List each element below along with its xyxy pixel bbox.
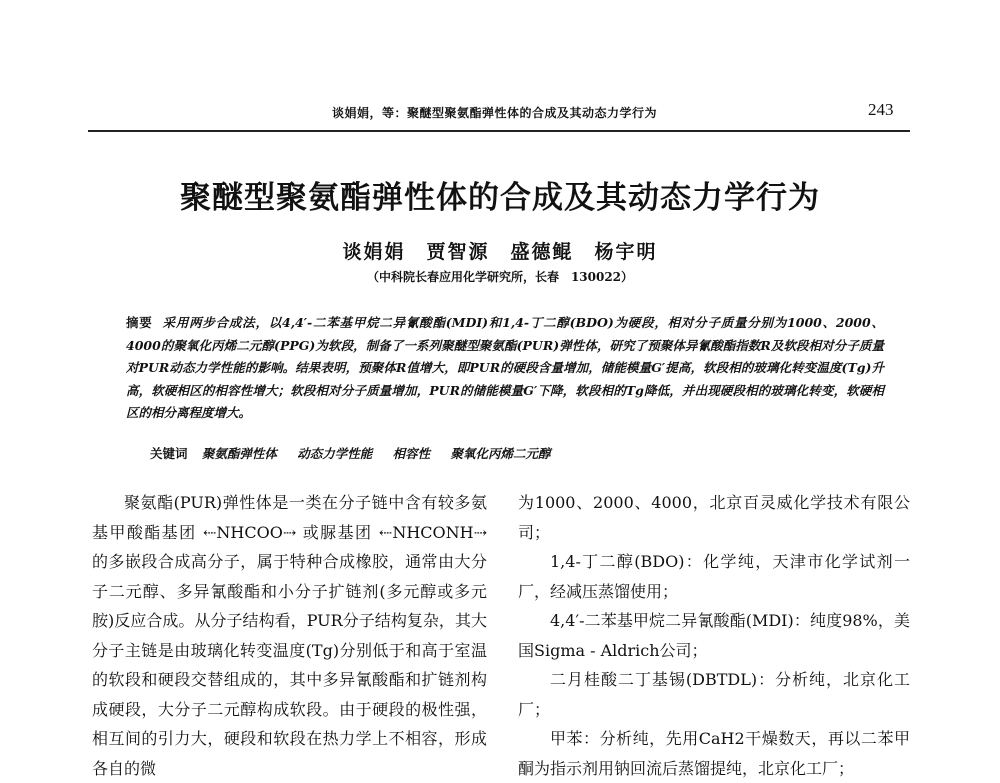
- abstract-label: 摘要: [126, 315, 153, 330]
- running-header: 谈娟娟，等：聚醚型聚氨酯弹性体的合成及其动态力学行为: [332, 106, 658, 120]
- keyword: 聚氨酯弹性体: [201, 446, 277, 461]
- keyword: 聚氧化丙烯二元醇: [450, 446, 551, 461]
- abstract: [126, 312, 884, 425]
- abstract-text: 采用两步合成法，以4,4′-二苯基甲烷二异氰酸酯(MDI)和1,4-丁二醇(BDO)为硬段，相对分子质量分别为1000、2000、4000的聚氧化丙烯二元醇(PPG)为软段，制备了一系列聚醚型聚氨酯(PUR)弹性体，研究了预聚体异氰酸酯指数R及软段相对分子质量对PUR动态力学性能的影响。结果表明，预聚体R值增大，即PUR的硬段含量增加，储能模量G′提高，软段相的玻璃化转变温度(Tg)升高，软硬相区的相容性增大；软段相对分子质量增加，PUR的储能模量G′下降，软段相的Tg降低，并出现硬段相的玻璃化转变，软硬相区的相分离程度增大。: [126, 315, 884, 420]
- body-paragraph: 4,4′-二苯基甲烷二异氰酸酯(MDI)：纯度98%，美国Sigma - Aldrich公司；: [518, 611, 910, 660]
- body-column-left: [92, 488, 487, 783]
- author-list: 谈娟娟 贾智源 盛德鲲 杨宇明: [342, 241, 658, 263]
- body-paragraph: 二月桂酸二丁基锡(DBTDL)：分析纯，北京化工厂；: [518, 670, 910, 719]
- body-paragraph: 为1000、2000、4000，北京百灵威化学技术有限公司；: [518, 493, 910, 542]
- body-column-right: [518, 488, 910, 783]
- keyword: 动态力学性能: [297, 446, 373, 461]
- keyword: 相容性: [392, 446, 431, 461]
- author-affiliation: （中科院长春应用化学研究所，长春 130022）: [366, 270, 634, 284]
- body-paragraph: 1,4-丁二醇(BDO)：化学纯，天津市化学试剂一厂，经减压蒸馏使用；: [518, 552, 910, 601]
- body-paragraph: 聚氨酯(PUR)弹性体是一类在分子链中含有较多氨基甲酸酯基团 ⇠NHCOO⇢ 或脲基团 ⇠NHCONH⇢ 的多嵌段合成高分子，属于特种合成橡胶，通常由大分子二元醇、多异氰酸酯和小分子扩链剂(多元醇或多元胺)反应合成。从分子结构看，PUR分子结构复杂，其大分子主链是由玻璃化转变温度(Tg)分别低于和高于室温的软段和硬段交替组成的，其中多异氰酸酯和扩链剂构成硬段，大分子二元醇构成软段。由于硬段的极性强，相互间的引力大，硬段和软段在热力学上不相容，形成各自的微: [92, 493, 487, 778]
- article-title: 聚醚型聚氨酯弹性体的合成及其动态力学行为: [180, 180, 820, 216]
- body-paragraph: 甲苯：分析纯，先用CaH2干燥数天，再以二苯甲酮为指示剂用钠回流后蒸馏提纯，北京化工厂；: [518, 729, 910, 778]
- keywords: [150, 444, 884, 462]
- header-divider: [88, 130, 910, 132]
- keywords-label: 关键词: [150, 446, 188, 461]
- page-number: 243: [868, 100, 894, 119]
